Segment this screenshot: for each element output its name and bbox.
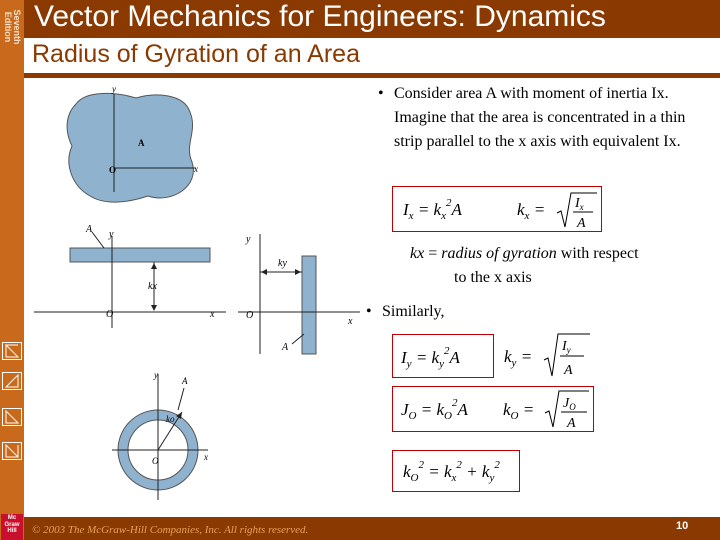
page-number: 10 — [676, 520, 689, 532]
ring-figure — [108, 366, 212, 502]
origin-label: O — [152, 456, 159, 466]
equation-ko: $k_O$ = — [503, 400, 535, 422]
slide-subtitle: Radius of Gyration of an Area — [32, 40, 360, 68]
bullet-marker: • — [366, 303, 372, 320]
edition-label: Seventh Edition — [3, 9, 22, 45]
x-axis-label: x — [348, 316, 353, 327]
equation-ko-sum — [392, 450, 520, 492]
definition-emphasis: radius of gyration — [441, 245, 557, 262]
equation-ix: $I_x = k_x^2A$ — [403, 197, 462, 222]
area-figure — [56, 82, 206, 210]
last-slide-icon — [3, 443, 21, 459]
vertical-strip — [302, 256, 316, 354]
y-axis-label: y — [246, 234, 251, 245]
definition-term: kx — [410, 245, 425, 262]
svg-text:Ix: $I_x$ — [575, 196, 584, 212]
subtitle-band — [24, 38, 720, 73]
last-slide-button[interactable] — [2, 442, 22, 460]
svg-text:ky =: $k_y$ = — [504, 347, 533, 369]
horizontal-strip — [70, 248, 210, 262]
next-slide-button[interactable] — [2, 408, 22, 426]
area-shape — [67, 93, 193, 202]
first-slide-button[interactable] — [2, 342, 22, 360]
svg-text:A: A — [577, 216, 586, 231]
previous-slide-button[interactable] — [2, 372, 22, 390]
area-leader — [178, 388, 184, 410]
origin-label: O — [106, 309, 114, 320]
svg-text:A: A — [567, 416, 576, 431]
next-slide-icon — [3, 409, 21, 425]
area-label: A — [282, 342, 289, 353]
area-label: A — [86, 224, 93, 235]
slide-title: Vector Mechanics for Engineers: Dynamics — [34, 0, 606, 33]
svg-text:JO: $J_O$ — [563, 396, 576, 412]
equation-iy: $I_y = k_y^2A$ — [401, 345, 460, 370]
x-axis-label: x — [210, 309, 215, 320]
header-rule — [24, 73, 720, 78]
equation-ky — [500, 330, 596, 380]
area-label: A — [138, 138, 145, 148]
ky-label: ky — [278, 258, 287, 269]
svg-text:Iy: $I_y$ — [562, 339, 571, 355]
copyright-notice: © 2003 The McGraw-Hill Companies, Inc. All rights reserved. — [32, 524, 309, 536]
horizontal-strip-figure — [30, 222, 230, 334]
equation-jo-ko — [392, 386, 594, 432]
area-leader — [92, 232, 104, 248]
origin-label: O — [109, 165, 117, 175]
x-axis-label: x — [204, 452, 208, 462]
bullet-marker: • — [378, 85, 384, 102]
y-axis-label: y — [154, 370, 158, 380]
previous-slide-icon — [3, 373, 21, 389]
definition-line-2: to the x axis — [454, 269, 532, 286]
mcgraw-hill-logo: Mc Graw Hill — [1, 514, 23, 540]
equation-jo: $J_O = k_O^2A$ — [401, 397, 468, 422]
equation-kx: $k_x$ = — [517, 200, 546, 222]
ko-label: ko — [166, 414, 175, 424]
y-axis-label: y — [109, 229, 114, 240]
equation-ix-kx — [392, 186, 602, 232]
equation-sum: $k_O^2 = k_x^2 + k_y^2$ — [403, 459, 500, 484]
equation-iy-box — [392, 334, 494, 378]
first-slide-icon — [3, 343, 21, 359]
y-axis-label: y — [112, 84, 116, 94]
bullet-text-similarly: Similarly, — [382, 303, 445, 320]
definition-line-1: kx = radius of gyration with respect — [410, 245, 639, 262]
bullet-text-area: Consider area A with moment of inertia Ix. Imagine that the area is concentrated in a thin strip parallel to the x axis with equivalent Ix. — [394, 85, 686, 150]
x-axis-label: x — [194, 164, 198, 174]
vertical-strip-figure — [236, 226, 362, 358]
svg-text:A: A — [564, 363, 573, 378]
kx-label: kx — [148, 281, 157, 292]
origin-label: O — [246, 310, 254, 321]
area-label: A — [182, 376, 188, 386]
